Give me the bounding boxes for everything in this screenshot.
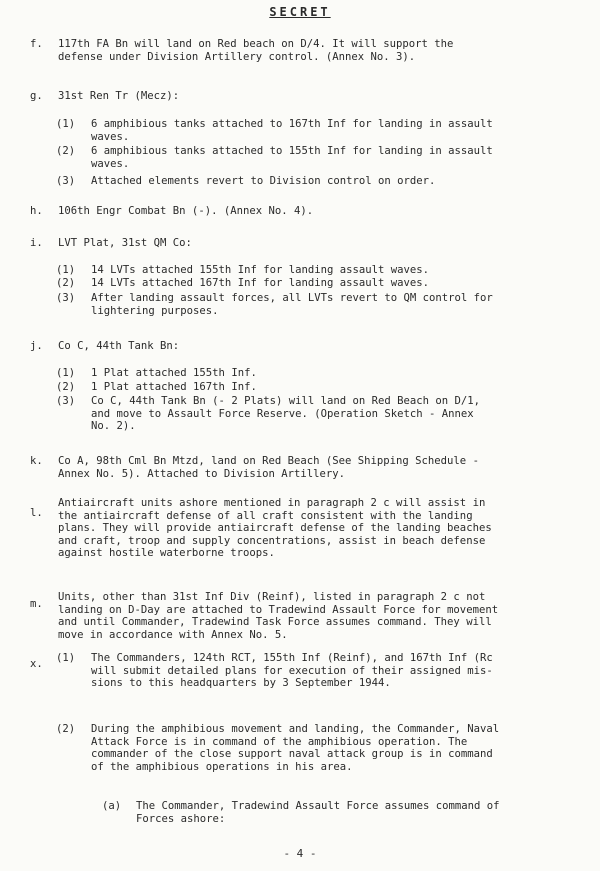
para-j-text: Co C, 44th Tank Bn: bbox=[58, 340, 180, 352]
para-i-item-3-label: (3) bbox=[56, 292, 76, 304]
para-i-label: i. bbox=[30, 237, 43, 249]
classification-header: SECRET bbox=[269, 5, 331, 19]
para-j-item-3-label: (3) bbox=[56, 395, 76, 407]
para-h-label: h. bbox=[30, 205, 43, 217]
para-i-item-1-text: 14 LVTs attached 155th Inf for landing assault waves. bbox=[91, 264, 430, 276]
para-g-item-1-label: (1) bbox=[56, 118, 76, 130]
para-x-item-2-text: During the amphibious movement and landing, the Commander, Naval Attack Force is in command of the amphibious operation. The commander of the close support naval attack group is in command of the amphibious operations in his area. bbox=[91, 723, 500, 773]
para-j-item-1-label: (1) bbox=[56, 367, 76, 379]
para-j-item-2-label: (2) bbox=[56, 381, 76, 393]
para-j-label: j. bbox=[30, 340, 43, 352]
para-x-sub-a-text: The Commander, Tradewind Assault Force assumes command of Forces ashore: bbox=[136, 800, 500, 825]
para-m-label: m. bbox=[30, 598, 43, 610]
para-x-item-2-label: (2) bbox=[56, 723, 76, 735]
para-i-item-1-label: (1) bbox=[56, 264, 76, 276]
para-g-item-3-label: (3) bbox=[56, 175, 76, 187]
para-m-text: Units, other than 31st Inf Div (Reinf), listed in paragraph 2 c not landing on D-Day are attached to Tradewind Assault Force for movement and until Commander, Tradewind Task Force assumes command. They will move in accordance with Annex No. 5. bbox=[58, 591, 499, 641]
para-g-item-2-text: 6 amphibious tanks attached to 155th Inf for landing in assault waves. bbox=[91, 145, 493, 170]
para-k-label: k. bbox=[30, 455, 43, 467]
para-i-text: LVT Plat, 31st QM Co: bbox=[58, 237, 192, 249]
para-g-label: g. bbox=[30, 90, 43, 102]
para-i-item-3-text: After landing assault forces, all LVTs revert to QM control for lightering purposes. bbox=[91, 292, 493, 317]
para-j-item-1-text: 1 Plat attached 155th Inf. bbox=[91, 367, 257, 379]
para-g-text: 31st Ren Tr (Mecz): bbox=[58, 90, 180, 102]
para-g-item-2-label: (2) bbox=[56, 145, 76, 157]
para-g-item-3-text: Attached elements revert to Division control on order. bbox=[91, 175, 436, 187]
para-j-item-3-text: Co C, 44th Tank Bn (- 2 Plats) will land on Red Beach on D/1, and move to Assault Force Reserve. (Operation Sketch - Annex No. 2). bbox=[91, 395, 481, 433]
para-f-text: 117th FA Bn will land on Red beach on D/4. It will support the defense under Division Artillery control. (Annex No. 3). bbox=[58, 38, 454, 63]
para-f-label: f. bbox=[30, 38, 43, 50]
para-l-text: Antiaircraft units ashore mentioned in paragraph 2 c will assist in the antiaircraft defense of all craft consistent with the landing plans. They will provide antiaircraft defense of the landing beaches and craft, troop and supply concentrations, assist in beach defense against hostile waterborne troops. bbox=[58, 497, 492, 560]
para-i-item-2-text: 14 LVTs attached 167th Inf for landing assault waves. bbox=[91, 277, 430, 289]
para-h-text: 106th Engr Combat Bn (-). (Annex No. 4). bbox=[58, 205, 314, 217]
para-i-item-2-label: (2) bbox=[56, 277, 76, 289]
para-k-text: Co A, 98th Cml Bn Mtzd, land on Red Beach (See Shipping Schedule - Annex No. 5). Attached to Division Artillery. bbox=[58, 455, 479, 480]
para-x-item-1-label: (1) bbox=[56, 652, 76, 664]
para-x-item-1-text: The Commanders, 124th RCT, 155th Inf (Reinf), and 167th Inf (Rc will submit detailed plans for execution of their assigned mis- sions to this headquarters by 3 September 1944. bbox=[91, 652, 493, 690]
page-number: - 4 - bbox=[283, 847, 317, 860]
para-j-item-2-text: 1 Plat attached 167th Inf. bbox=[91, 381, 257, 393]
para-x-label: x. bbox=[30, 658, 43, 670]
para-x-sub-a-label: (a) bbox=[102, 800, 122, 812]
para-g-item-1-text: 6 amphibious tanks attached to 167th Inf for landing in assault waves. bbox=[91, 118, 493, 143]
para-l-label: l. bbox=[30, 507, 43, 519]
